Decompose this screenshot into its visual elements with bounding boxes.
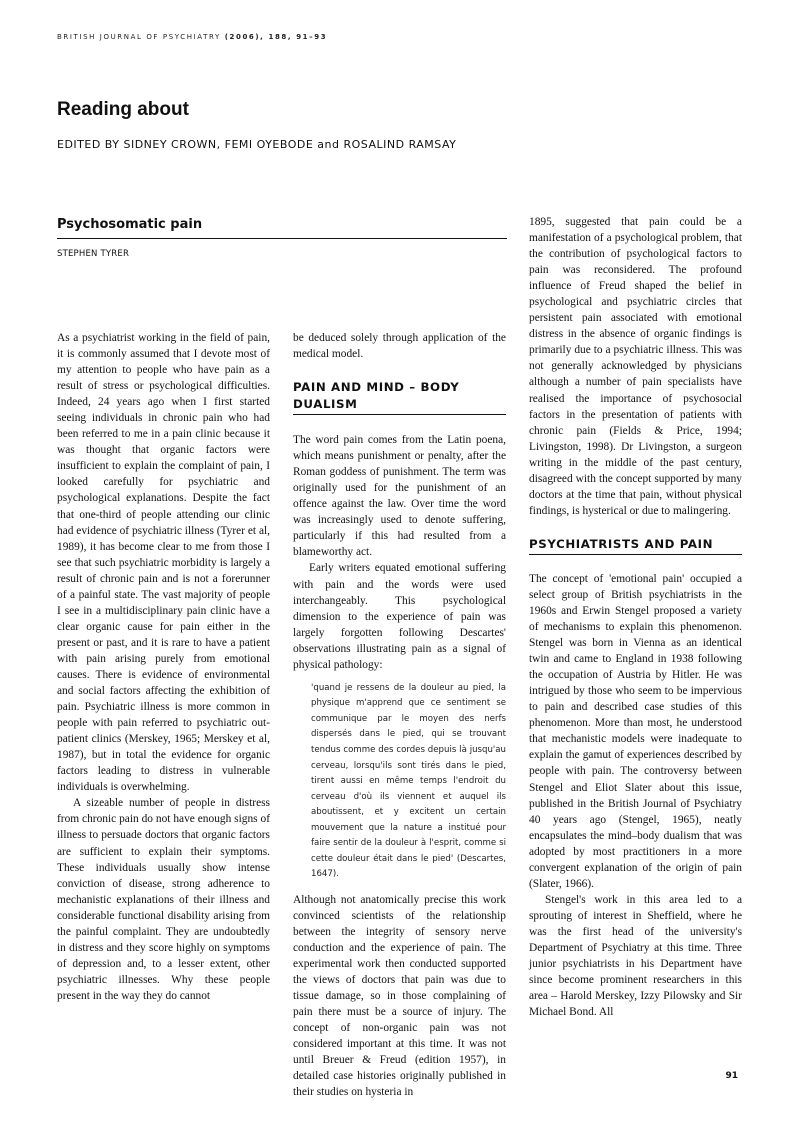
paragraph: 1895, suggested that pain could be a manifestation of a psychological problem, that the contribution of psychological factors to pain was reconsidered. The profound influence of Freud shaped the belief in psychological and psychiatric circles that persistent pain associated with emotional distress in the absence of organic findings is primarily due to a psychiatric illness. This was not generally acknowledged by physicians although a number of pain specialists have realised the importance of psychosocial factors in the presentation of patients with chronic pain (Fields & Price, 1994; Livingston, 1998). Dr Livingston, a surgeon writing in the middle of the past century, disagreed with the concept supported by many doctors at the time that pain, without physical findings, is hysterical or due to malingering. xyxy=(529,216,742,517)
section-heading: PAIN AND MIND – BODY DUALISM xyxy=(293,379,506,415)
title-rule xyxy=(57,238,507,239)
section-title: Reading about xyxy=(57,99,189,120)
page-number: 91 xyxy=(725,1071,738,1081)
paragraph: As a psychiatrist working in the field of pain, it is commonly assumed that I devote most of my attention to people who have pain as a result of stress or psychological difficulties. Indeed, 24 years ago when I first started seeing individuals in chronic pain who had been referred to me in a pain clinic because it was thought that organic factors were insufficient to explain the complaint of pain, I looked carefully for psychiatric and psychological explanations. Despite the fact that one-third of people attending our clinic had evidence of psychiatric illness (Tyrer et al, 1989), it has become clear to me from those I see that such psychiatric morbidity is largely a result of chronic pain and is not a forerunner of a painful state. The vast majority of people I see in a multidisciplinary pain clinic have a clear organic cause for pain either in the present or past, and it is rare to have a patient with pain arising purely from emotional causes. There is evidence of environmental and social factors affecting the exhibition of pain. Psychiatric illness is more common in people with pain referred to psychiatric out-patient clinics (Merskey, 1965; Merskey et al, 1987), but in total the evidence for organic factors leading to distress in vulnerable individuals is overwhelming. xyxy=(57,332,271,794)
article-title: Psychosomatic pain xyxy=(57,217,203,232)
column-1 xyxy=(57,330,270,1004)
paragraph: Early writers equated emotional suffering with pain and the words were used interchangeably. This psychological dimension to the experience of pain was largely forgotten following Descartes' observations illustrating pain as a signal of physical pathology: xyxy=(293,562,506,671)
block-quote: 'quand je ressens de la douleur au pied, la physique m'apprend que ce sentiment se communique par le moyen des nerfs dispersés dans le pied, qui se trouvant tendus comme des cordes depuis là jusqu'au cerveau, lorsqu'ils sont tirés dans le pied, tirent aussi en même temps l'endroit du cerveau d'où ils viennent et auquel ils aboutissent, et y excitent un certain mouvement que la nature a institué pour faire sentir de la douleur à l'esprit, comme si cette douleur était dans le pied' (Descartes, 1647). xyxy=(311,682,506,880)
article-author: STEPHEN TYRER xyxy=(57,249,130,259)
journal-name: BRITISH JOURNAL OF PSYCHIATRY xyxy=(57,33,221,41)
column-3 xyxy=(529,214,742,1020)
section-heading: PSYCHIATRISTS AND PAIN xyxy=(529,536,742,555)
paragraph: Although not anatomically precise this work convinced scientists of the relationship between the integrity of sensory nerve conduction and the experience of pain. The experimental work then conducted supported the views of doctors that pain was due to tissue damage, so in those complaining of pain there must be a source of injury. The concept of non-organic pain was not considered important at this time. It was not until Breuer & Freud (edition 1957), in detailed case histories originally published in their studies on hysteria in xyxy=(293,893,506,1099)
paragraph: Stengel's work in this area led to a sprouting of interest in Sheffield, where he was the first head of the university's Department of Psychiatry at this time. Three junior psychiatrists in his Department have since become prominent researchers in this area – Harold Merskey, Izzy Pilowsky and Sir Michael Bond. All xyxy=(529,893,742,1019)
editors-line: EDITED BY SIDNEY CROWN, FEMI OYEBODE and ROSALIND RAMSAY xyxy=(57,138,457,151)
paragraph: be deduced solely through application of the medical model. xyxy=(293,332,506,361)
paragraph: The concept of 'emotional pain' occupied a select group of British psychiatrists in the 1960s and Erwin Stengel proposed a variety of mechanisms to explain this phenomenon. Stengel was born in Vienna as an identical twin and came to England in 1938 following the occupation of Austria by Hitler. He was intrigued by those who seem to be impervious to pain and described case studies of this phenomenon. More than most, he understood that mechanistic models were inadequate to explain the gamut of experiences described by people with pain. The controversy between Stengel and Eliot Slater about this issue, published in the British Journal of Psychiatry 40 years ago (Stengel, 1965), neatly encapsulates the mind–body dualism that was adopted by most practitioners in a more convergent explanation of the origin of pain (Slater, 1966). xyxy=(529,572,742,890)
citation: (2006), 188, 91–93 xyxy=(224,33,328,41)
column-2 xyxy=(293,330,506,1101)
running-head xyxy=(57,33,327,41)
paragraph: A sizeable number of people in distress from chronic pain do not have enough signs of illness to persuade doctors that organic factors are sufficient to explain their symptoms. These individuals usually show intense conviction of disease, strong adherence to mechanistic explanations of their illness and considerable functional disability arising from the painful complaint. They are undoubtedly in distress and they score highly on symptoms of depression and, to a lesser extent, other psychiatric illnesses. Why these people present in the way they do cannot xyxy=(57,797,270,1002)
paragraph: The word pain comes from the Latin poena, which means punishment or penalty, after the Roman goddess of punishment. The term was originally used for the punishment of an offence against the law. Over time the word was increasingly used to denote suffering, particularly if this had resulted from a blameworthy act. xyxy=(293,434,506,559)
